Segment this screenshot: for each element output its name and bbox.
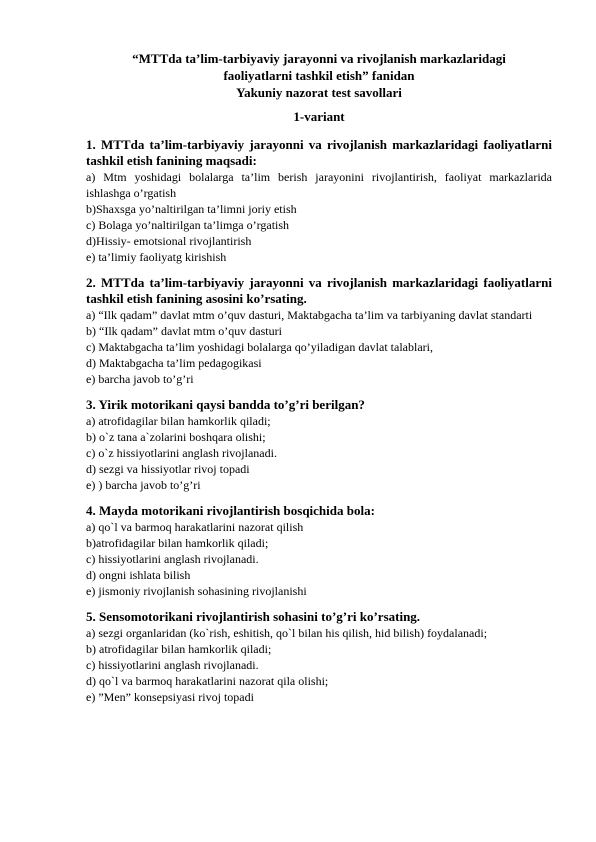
answer-option: a) Mtm yoshidagi bolalarga ta’lim berish jarayonini rivojlantirish, faoliyat markazlarida ishlashga o’rgatish <box>86 170 552 200</box>
answer-option: c) hissiyotlarini anglash rivojlanadi. <box>86 552 259 566</box>
answer-option: d)Hissiy- emotsional rivojlantirish <box>86 234 252 248</box>
answer-option: c) Maktabgacha ta’lim yoshidagi bolalarga qo’yiladigan davlat talablari, <box>86 340 433 354</box>
question-title: 1. MTTda ta’lim-tarbiyaviy jarayonni va rivojlanish markazlaridagi faoliyatlarni tashkil etish fanining maqsadi: <box>86 137 552 168</box>
answer-option: e) ta’limiy faoliyatg kirishish <box>86 250 227 264</box>
answer-option: c) Bolaga yo’naltirilgan ta’limga o’rgatish <box>86 218 290 232</box>
question-title: 2. MTTda ta’lim-tarbiyaviy jarayonni va rivojlanish markazlaridagi faoliyatlarni tashkil etish fanining asosini ko’rsating. <box>86 275 552 306</box>
answer-option: e) jismoniy rivojlanish sohasining rivojlanishi <box>86 584 307 598</box>
answer-option: a) “Ilk qadam” davlat mtm o’quv dasturi, Maktabgacha ta’lim va tarbiyaning davlat standarti <box>86 308 533 322</box>
answer-option: e) barcha javob to’g’ri <box>86 372 194 386</box>
answer-option: d) qo`l va barmoq harakatlarini nazorat qila olishi; <box>86 674 329 688</box>
answer-option: a) qo`l va barmoq harakatlarini nazorat qilish <box>86 520 304 534</box>
question-title: 4. Mayda motorikani rivojlantirish bosqichida bola: <box>86 503 375 518</box>
answer-option: d) sezgi va hissiyotlar rivoj topadi <box>86 462 250 476</box>
question-5 <box>86 609 552 705</box>
answer-option: d) Maktabgacha ta’lim pedagogikasi <box>86 356 262 370</box>
answer-option: d) ongni ishlata bilish <box>86 568 191 582</box>
answer-option: a) sezgi organlaridan (ko`rish, eshitish, qo`l bilan his qilish, hid bilish) foydalanadi; <box>86 626 488 640</box>
question-1 <box>86 137 552 265</box>
answer-option: b) o`z tana a`zolarini boshqara olishi; <box>86 430 266 444</box>
question-3 <box>86 397 552 493</box>
header-title-line-1: “MTTda ta’lim-tarbiyaviy jarayonni va rivojlanish markazlaridagi <box>132 51 506 66</box>
document-page <box>86 50 552 715</box>
header-title-line-2: faoliyatlarni tashkil etish” fanidan <box>223 68 415 83</box>
question-title: 3. Yirik motorikani qaysi bandda to’g’ri berilgan? <box>86 397 365 412</box>
answer-option: b) “Ilk qadam” davlat mtm o’quv dasturi <box>86 324 282 338</box>
answer-option: b) atrofidagilar bilan hamkorlik qiladi; <box>86 642 272 656</box>
answer-option: c) o`z hissiyotlarini anglash rivojlanadi. <box>86 446 277 460</box>
question-2 <box>86 275 552 387</box>
variant-label: 1-variant <box>293 109 345 124</box>
answer-option: b)Shaxsga yo’naltirilgan ta’limni joriy etish <box>86 202 297 216</box>
document-header <box>86 50 552 101</box>
header-subtitle: Yakuniy nazorat test savollari <box>236 85 402 100</box>
answer-option: b)atrofidagilar bilan hamkorlik qiladi; <box>86 536 269 550</box>
answer-option: e) ”Men” konsepsiyasi rivoj topadi <box>86 690 254 704</box>
question-4 <box>86 503 552 599</box>
answer-option: c) hissiyotlarini anglash rivojlanadi. <box>86 658 259 672</box>
answer-option: e) ) barcha javob to’g’ri <box>86 478 201 492</box>
question-title: 5. Sensomotorikani rivojlantirish sohasini to’g’ri ko’rsating. <box>86 609 421 624</box>
answer-option: a) atrofidagilar bilan hamkorlik qiladi; <box>86 414 271 428</box>
